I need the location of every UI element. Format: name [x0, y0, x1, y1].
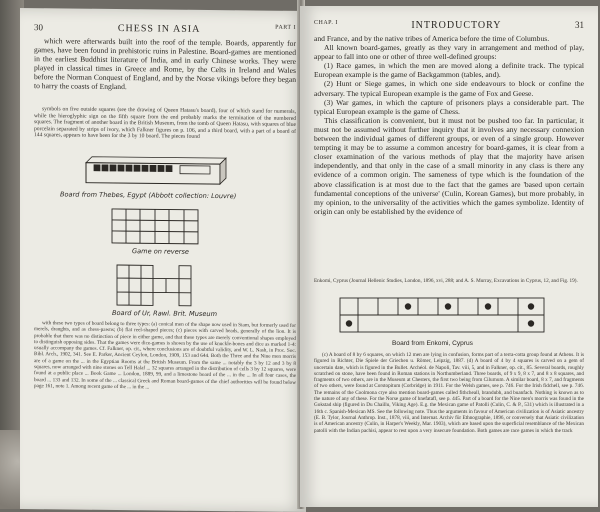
- thebes-square: [150, 165, 156, 171]
- right-body: [314, 34, 584, 216]
- right-figure-note: [314, 278, 584, 284]
- right-para-2: All known board-games, greatly as they vary in arrangement and method of play, appear to fall into one or other of three well-defined groups:: [314, 43, 584, 61]
- left-running-title: CHESS IN ASIA: [118, 23, 200, 35]
- thebes-square: [94, 165, 100, 171]
- reverse-board-figure: [110, 207, 200, 246]
- right-running-title: INTRODUCTORY: [411, 20, 501, 31]
- left-body-top: [34, 36, 296, 93]
- left-body-top-text: which were afterwards built into the roof of the temple. Boards, apparently for games, have been found in prehistoric ruins in Palestine. Board-games are mentioned in the earliest Buddhist literature of India, and in early Chinese works. They were played in classical times in Greece and Rome, by the Celts in Ireland and Wales before the Norman Conquest of England, and by the Norse vikings before they began to harry the coasts of England.: [34, 36, 296, 93]
- right-chapter-label: CHAP. I: [314, 20, 338, 31]
- right-footnotes-text: (c) A board of 8 by 6 squares, on which 12 men are lying in confusion, forms part of a terra-cotta group found at Athens. It is figured in Richter, Die Spiele der Griechen u. Römer, Leipzig, 1887. (d) A board of 4 by 4 squares is carved on a gem of uncertain date, which is figured in the Bullet. Archéol. de Napoli, Tav. viii, 5, and in Falkner, op. cit., 85. Several boards, roughly scratched on stone, have been found in Roman stations in Northumberland. Three boards, of 9 x 9, 8 x 7, and 8 x 8 squares, and fragments of two others, are in the Museum at Chesters, the first two being from Cilurnum. A similar board, 8 x 7, and fragments of two others, were found at Corstopitum (Corbridge) in 1911. For the Welsh games, see p. 746. For the Irish fidchell, see p. 746. The remains of the Coolmona crye also mention board-games called fithcheall, brandubh, and buanfach. Nothing is known as to the nature of any of these. For the Norse game of hnefatafl, see p. 445. Part of a board for the Nine men's morris was found in the Gokstad ship (figured in Du Chaillu, Viking Age). E.g. the Mexican game of Patolli (Culin, C. & P., 531) which is illustrated in a 16th c. Spanish-Mexican MS. See the following note. Thus the arguments in favour of American civilization is of Asiatic ancestry (E. B. Tylor, Journal Anthrop. Inst., 1878, viii, and Internat. Archiv für Ethnographie, 1896, or conversely that Asiatic civilization is of American ancestry (Culin, in Harper's Weekly, Mar. 1903), which are based upon the superficial resemblance of the Mexican patolli with the Indian pachisi, appear to rest upon a very insecure foundation. Both games are race games in which the track: [314, 352, 584, 434]
- enkomi-rosette: [346, 320, 352, 326]
- left-footnotes: [34, 320, 296, 508]
- right-para-1: and France, and by the native tribes of America before the time of Columbus.: [314, 34, 584, 43]
- thebes-square: [110, 165, 116, 171]
- thebes-square: [158, 165, 164, 171]
- right-item-1: (1) Race games, in which the men are moved along a definite track. The typical European example is the game of Backgammon (tables, and).: [314, 61, 584, 79]
- right-para-3: This classification is convenient, but it must not be pushed too far. In particular, it must not be assumed without further inquiry that it involves any necessary connexion between the individual games of different groups, or even of a single group. However tempting it may be to assume a common ancestry for board-games, it is clear from a closer examination of the various methods of play that the majority have arisen independently, and that only in the case of a small minority in any class is there any evidence of a common origin. The sameness of type which is the foundation of the above classification is at most due to the fact that the games are 'based upon certain fundamental conceptions of the universe' (Culin, Korean Games), but more probably, in my opinion, to the universality of the activities which the games symbolize. Identity of origin can only be established by the evidence of: [314, 116, 584, 216]
- caption-ur-board: Board of Ur, Rawl. Brit. Museum: [112, 309, 217, 318]
- right-page: [300, 6, 598, 507]
- left-page-number: 30: [34, 22, 43, 33]
- enkomi-rosette: [485, 303, 491, 309]
- caption-thebes-board: Board from Thebes, Egypt (Abbott collection: Louvre): [60, 190, 236, 200]
- right-page-number: 31: [575, 20, 584, 31]
- enkomi-rosette: [528, 320, 534, 326]
- enkomi-rosette: [445, 303, 451, 309]
- left-body-mid-text: symbols on five outside squares (see the drawing of Queen Hatasu's board), four of which stand for numerals, while the hieroglyphic sign on the fifth square from the end probably marks the termination of the numbered squares. The fragment of another board in the British Museum, from the tomb of Queen Hatasu, with squares of blue porcelain separated by strips of ivory, which Falkner figures on p. 106, and a third board, with a part of a board of 144 squares, appears to have been for the 3 by 10 board. The pieces found: [34, 106, 296, 142]
- right-page-header: [314, 20, 584, 31]
- right-item-3: (3) War games, in which the capture of prisoners plays a considerable part. The typical European example is the game of Chess.: [314, 98, 584, 116]
- right-item-2: (2) Hunt or Siege games, in which one side endeavours to block or confine the adversary. The typical European example is the game of Fox and Geese.: [314, 79, 584, 97]
- left-page-header: [34, 22, 296, 36]
- left-body-mid: [34, 106, 296, 142]
- thebes-square: [142, 165, 148, 171]
- left-part-label: PART I: [275, 25, 296, 36]
- caption-reverse-board: Game on reverse: [132, 247, 189, 256]
- thebes-square: [102, 165, 108, 171]
- left-page: [20, 8, 306, 512]
- caption-enkomi-board: Board from Enkomi, Cyprus: [392, 340, 473, 347]
- thebes-board-figure: [80, 153, 230, 191]
- thebes-square: [126, 165, 132, 171]
- ur-board-figure: [115, 263, 195, 310]
- right-figure-note-text: Enkomi, Cyprus (Journal Hellenic Studies, London, 1896, xvi, 288; and A. S. Murray, Excavations in Cyprus, 12, and Fig. 19).: [314, 278, 584, 284]
- thebes-square: [118, 165, 124, 171]
- right-footnotes: [314, 352, 584, 502]
- enkomi-board-figure: [338, 296, 548, 336]
- thebes-square: [166, 166, 172, 172]
- left-footnotes-text: with these two types of board belong to three types: (a) conical men of the shape now used in Siam, but formerly used for merels, draughts, and as chess-pawns; (b) flat reel-shaped pieces; (c) pieces with carved heads, generally of the lion. It is probable that there was no distinction of piece in either game, and that these types are merely conventional shapes employed to distinguish opposing sides. That the games were dice-games is shown by the use of knuckle-bones and dice as marked 1-4: usually accompany the games. Cf. Falkner, op. cit., where conclusions are of doubtful validity, and W. L. Nash, in Proc. Soc. Bibl. Arch., 1902, 341. See E. Parker, Ancient Ceylon, London, 1909, 153 and 644. Both the Three and the Nine men morris are of a game on the ... in the Egyptian Rooms at the British Museum. From the same ... notably the 3 by 12 and 3 by 8 squares, now arranged with nine stones on Tell Halaf ... 32 squares arranged in the distribution of cells 3 by 12 squares, were found at a public place ... Book Game ... London, 1889, 99, and a limestone board of the ... in the ... In all four cases, the board ... 133 and 132. In some of the ... classical Greek and Roman board-games of the chief authorities will be found below page 161, note 1. Among recent game of the ... in the ...: [34, 320, 296, 392]
- enkomi-rosette: [528, 303, 534, 309]
- thebes-square: [134, 165, 140, 171]
- enkomi-rosette: [405, 303, 411, 309]
